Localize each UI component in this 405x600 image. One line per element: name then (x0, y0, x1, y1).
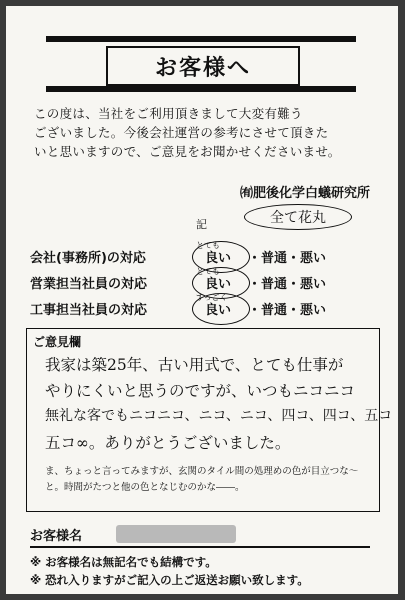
company-name: ㈲肥後化学白蟻研究所 (239, 186, 370, 201)
opinion-title: ご意見欄 (33, 335, 82, 349)
intro-text (34, 104, 374, 161)
rating-other-options: ・普通・悪い (248, 302, 327, 318)
rating-row-sales (30, 266, 360, 292)
opinion-handwritten-line: 我家は築25年、古い用式で、とても仕事が (45, 356, 344, 374)
rating-good-option: とても 良い (190, 273, 246, 292)
rating-row-construction (30, 292, 360, 318)
rating-handwritten-note: すっごく (196, 292, 228, 302)
rating-good-option: すっごく 良い (190, 299, 246, 318)
intro-line: ございました。今後会社運営の参考にさせて頂きた (34, 125, 329, 140)
opinion-note-line: と。時間がたつと他の色となじむのかな――。 (45, 482, 245, 493)
opinion-handwritten-line: やりにくいと思うのですが、いつもニコニコ (45, 382, 356, 400)
page-title: お客様へ (106, 46, 300, 86)
banner-bar-bottom (46, 86, 356, 92)
ki-label: 記 (196, 218, 207, 231)
title-banner (46, 28, 356, 98)
opinion-handwritten-line: 無礼な客でもニコニコ、ニコ、ニコ、四コ、四コ、五コ (45, 408, 393, 424)
footer-note: ※ お客様名は無記名でも結構です。 (30, 555, 217, 569)
intro-line: いと思いますので、ご意見をお聞かせくださいませ。 (34, 144, 341, 159)
intro-line: この度は、当社をご利用頂きまして大変有難う (34, 106, 303, 121)
name-underline (30, 546, 370, 548)
rating-handwritten-note: とても (196, 240, 220, 250)
rating-other-options: ・普通・悪い (248, 276, 327, 292)
rating-good-option: とても 良い (190, 247, 246, 266)
opinion-box (26, 328, 393, 512)
opinion-handwritten-line: 五コ∞。ありがとうございました。 (45, 434, 291, 452)
rating-label: 営業担当社員の対応 (30, 276, 148, 292)
survey-card (6, 6, 398, 594)
redacted-name-blur (116, 525, 236, 543)
rating-other-options: ・普通・悪い (248, 250, 327, 266)
customer-name-row (30, 524, 370, 544)
customer-name-label: お客様名 (30, 528, 83, 544)
footer-note: ※ 恐れ入りますがご記入の上ご返送お願い致します。 (30, 573, 309, 587)
banner-bar-top (46, 36, 356, 42)
rating-handwritten-note: とても (196, 266, 220, 276)
rating-label: 工事担当社員の対応 (30, 302, 148, 318)
rating-row-office (30, 240, 360, 266)
opinion-note-line: ま、ちょっと言ってみますが、玄関のタイル間の処理めの色が目立つな〜 (45, 466, 359, 477)
overall-rating-stamp: 全て花丸 (244, 204, 352, 230)
rating-label: 会社(事務所)の対応 (30, 250, 146, 266)
